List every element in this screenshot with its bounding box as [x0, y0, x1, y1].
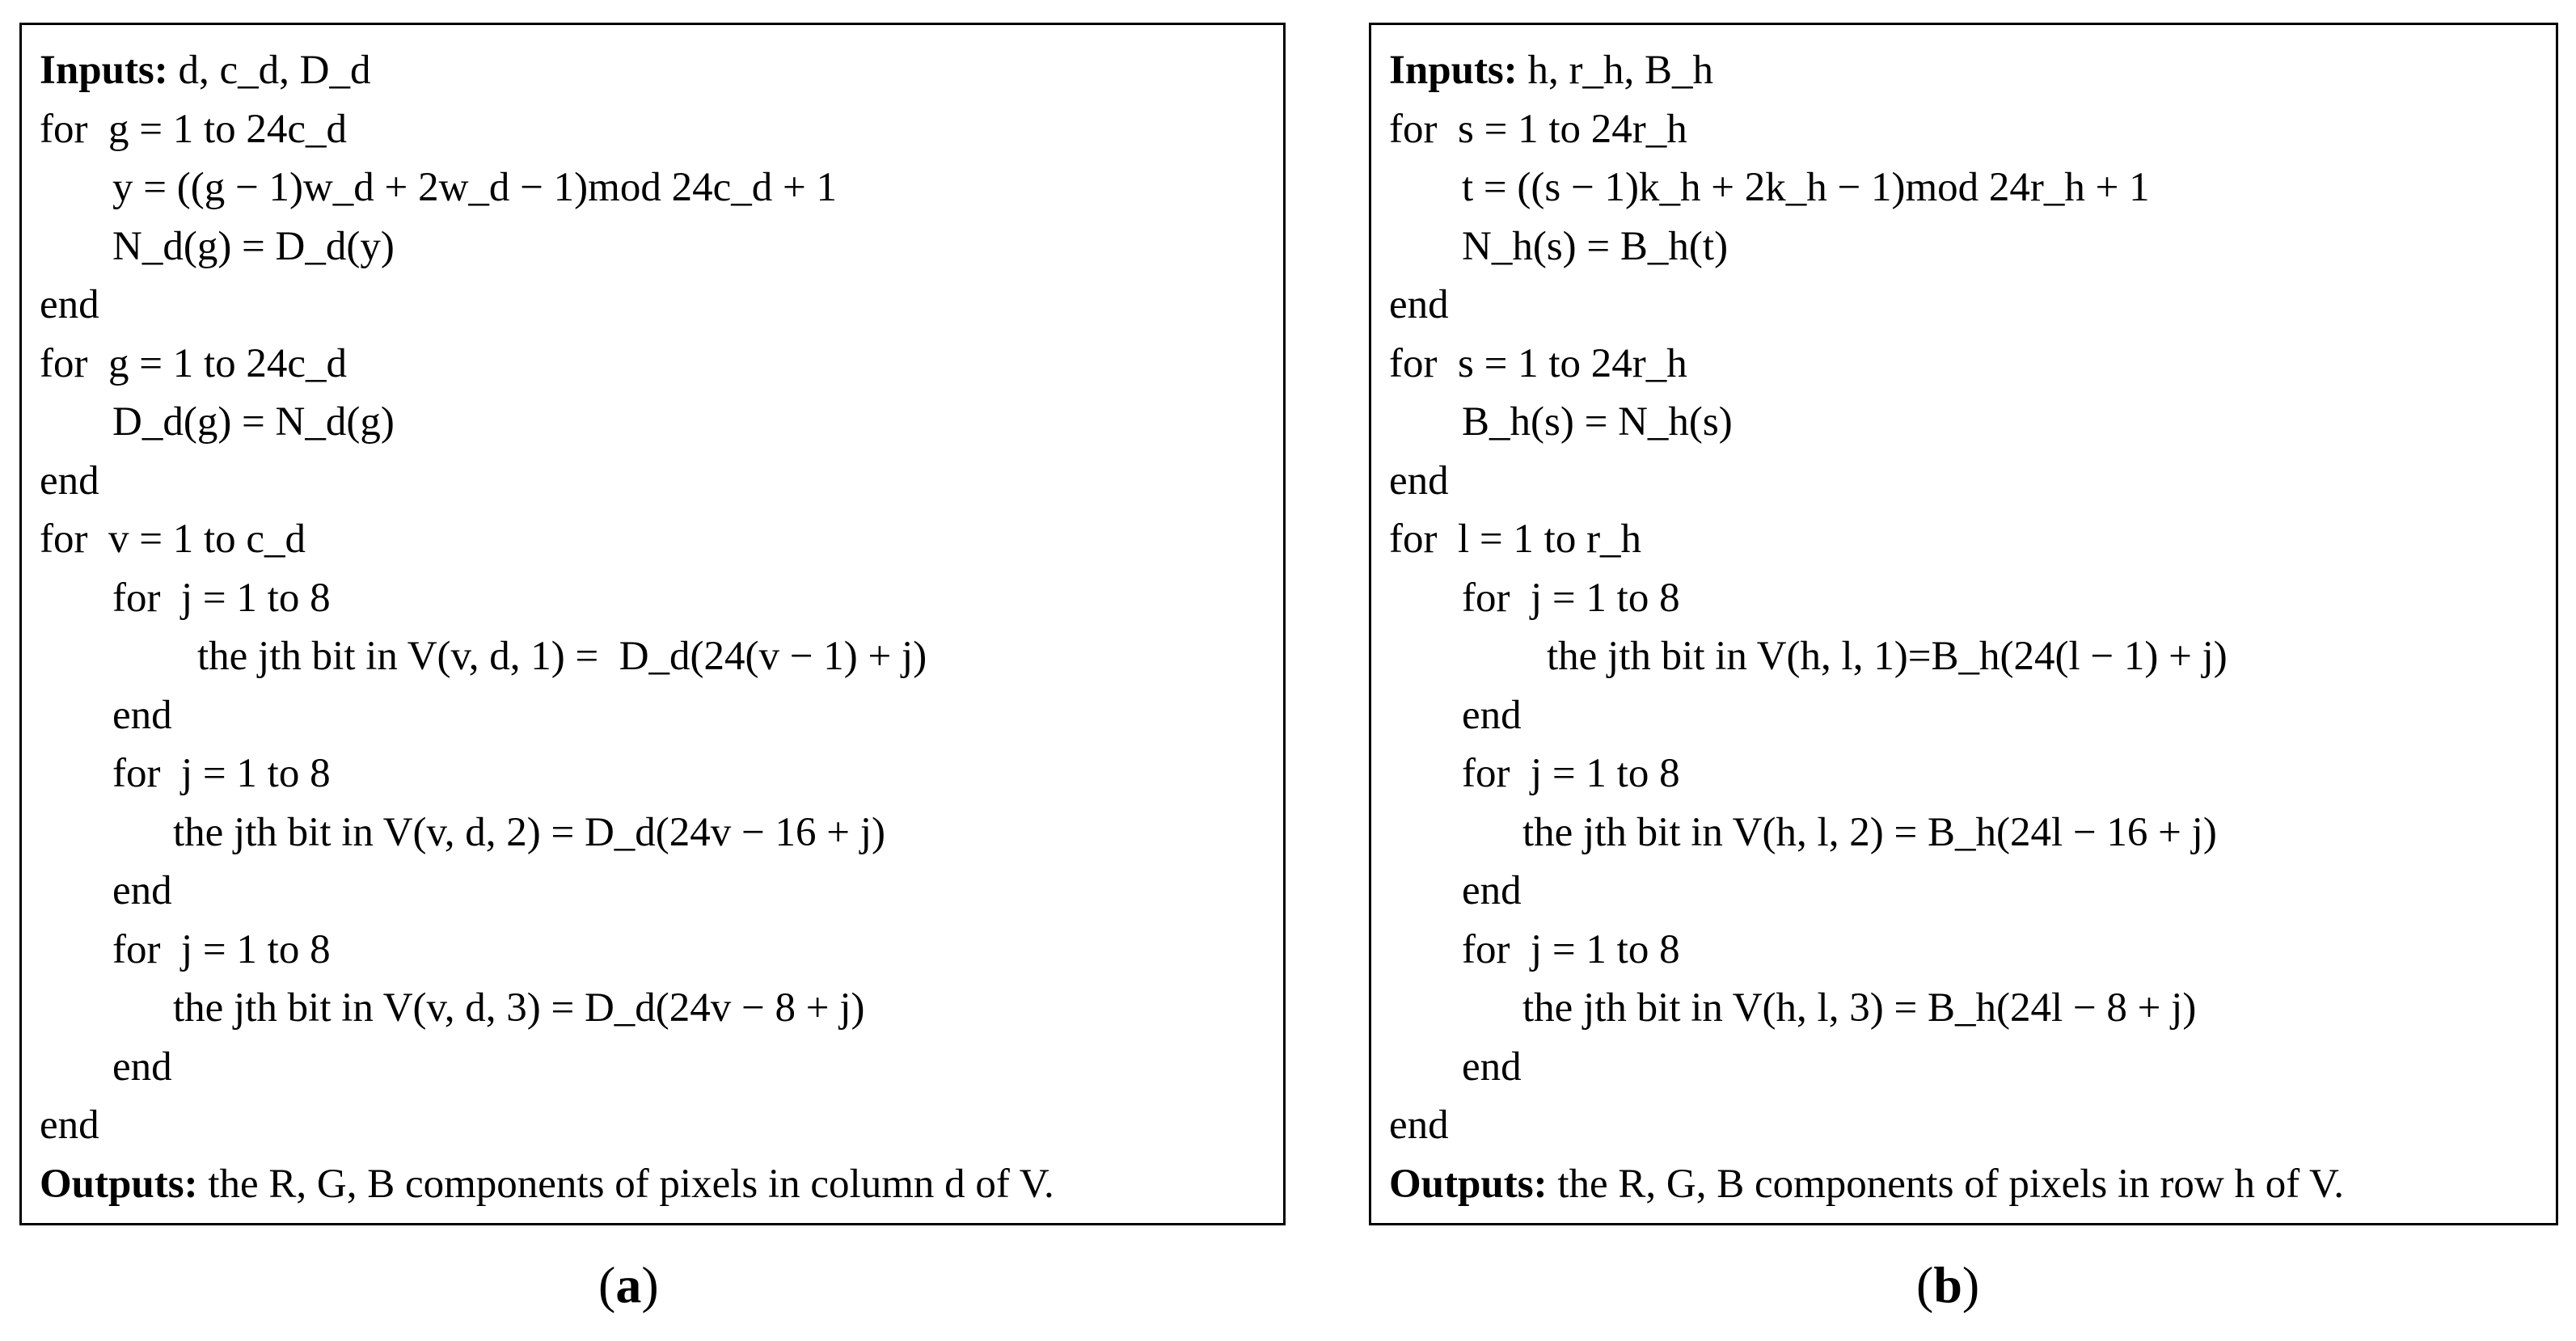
algorithm-text: the R, G, B components of pixels in row h of V. — [1547, 1161, 2345, 1207]
algorithm-text: for j = 1 to 8 — [1462, 575, 1680, 621]
algorithm-line — [1389, 393, 2548, 452]
algorithm-line — [1389, 335, 2548, 394]
caption-b: (b) — [1916, 1256, 1980, 1314]
algorithm-line — [1389, 100, 2548, 159]
algorithm-line — [40, 1038, 1275, 1097]
algorithm-line — [40, 393, 1275, 452]
algorithm-lines-a — [40, 41, 1275, 1213]
algorithm-line — [40, 803, 1275, 862]
algorithm-lines-b — [1389, 41, 2548, 1213]
algorithm-line — [1389, 217, 2548, 276]
algorithm-text: for j = 1 to 8 — [112, 751, 331, 796]
algorithm-text: for s = 1 to 24r_h — [1389, 106, 1687, 152]
algorithm-line — [40, 276, 1275, 335]
algorithm-text: for j = 1 to 8 — [1462, 926, 1680, 972]
algorithm-line — [1389, 276, 2548, 335]
algorithm-text: the jth bit in V(v, d, 2) = D_d(24v − 16 + j) — [173, 809, 885, 855]
algorithm-text: end — [112, 868, 172, 913]
algorithm-line — [40, 862, 1275, 921]
algorithm-text: for v = 1 to c_d — [40, 517, 306, 562]
algorithm-line — [1389, 979, 2548, 1038]
algorithm-text: end — [1462, 1044, 1522, 1090]
algorithm-text: for j = 1 to 8 — [112, 926, 331, 972]
algorithm-line — [40, 100, 1275, 159]
algorithm-line — [1389, 862, 2548, 921]
algorithm-text: end — [112, 692, 172, 738]
algorithm-box-b — [1369, 23, 2558, 1225]
algorithm-line — [1389, 921, 2548, 980]
algorithm-text: D_d(g) = N_d(g) — [112, 399, 395, 445]
algorithm-text: d, c_d, D_d — [167, 48, 371, 93]
algorithm-text: the R, G, B components of pixels in column d of V. — [197, 1161, 1054, 1207]
algorithm-line — [40, 335, 1275, 394]
algorithm-text: B_h(s) = N_h(s) — [1462, 399, 1733, 445]
algorithm-line — [1389, 686, 2548, 745]
keyword: Outputs: — [40, 1161, 198, 1207]
algorithm-line — [40, 452, 1275, 511]
algorithm-line — [1389, 158, 2548, 217]
keyword: Inputs: — [40, 48, 168, 93]
algorithm-text: end — [112, 1044, 172, 1090]
algorithm-line — [40, 41, 1275, 100]
algorithm-text: t = ((s − 1)k_h + 2k_h − 1)mod 24r_h + 1 — [1462, 165, 2150, 210]
algorithm-line — [1389, 1096, 2548, 1155]
algorithm-line — [40, 1096, 1275, 1155]
keyword: Outputs: — [1389, 1161, 1548, 1207]
algorithm-text: the jth bit in V(v, d, 1) = D_d(24(v − 1) + j) — [197, 634, 927, 679]
algorithm-text: for g = 1 to 24c_d — [40, 340, 348, 386]
algorithm-line — [1389, 41, 2548, 100]
algorithm-line — [40, 627, 1275, 686]
algorithm-text: end — [1389, 1103, 1449, 1148]
algorithm-line — [1389, 803, 2548, 862]
algorithm-text: end — [1462, 868, 1522, 913]
algorithm-line — [40, 921, 1275, 980]
caption-a: (a) — [598, 1256, 659, 1314]
algorithm-text: for g = 1 to 24c_d — [40, 106, 348, 152]
algorithm-text: end — [1389, 458, 1449, 504]
algorithm-text: the jth bit in V(h, l, 3) = B_h(24l − 8 + j) — [1522, 985, 2197, 1031]
algorithm-text: end — [1462, 692, 1522, 738]
algorithm-text: end — [40, 282, 99, 327]
algorithm-text: the jth bit in V(h, l, 1)=B_h(24(l − 1) + j) — [1547, 634, 2228, 679]
algorithm-box-a — [19, 23, 1286, 1225]
algorithm-line — [1389, 627, 2548, 686]
algorithm-text: N_d(g) = D_d(y) — [112, 223, 395, 269]
algorithm-line — [40, 979, 1275, 1038]
algorithm-text: for j = 1 to 8 — [1462, 751, 1680, 796]
algorithm-text: end — [1389, 282, 1449, 327]
algorithm-text: for l = 1 to r_h — [1389, 517, 1642, 562]
algorithm-line — [1389, 452, 2548, 511]
algorithm-line — [40, 510, 1275, 569]
algorithm-line — [40, 217, 1275, 276]
algorithm-text: h, r_h, B_h — [1517, 48, 1714, 93]
algorithm-text: y = ((g − 1)w_d + 2w_d − 1)mod 24c_d + 1 — [112, 165, 837, 210]
algorithm-line — [1389, 1038, 2548, 1097]
keyword: Inputs: — [1389, 48, 1518, 93]
algorithm-text: N_h(s) = B_h(t) — [1462, 223, 1729, 269]
algorithm-line — [1389, 569, 2548, 628]
algorithm-text: end — [40, 458, 99, 504]
algorithm-line — [1389, 744, 2548, 803]
algorithm-text: the jth bit in V(v, d, 3) = D_d(24v − 8 + j) — [173, 985, 865, 1031]
algorithm-text: the jth bit in V(h, l, 2) = B_h(24l − 16 + j) — [1522, 809, 2217, 855]
algorithm-text: end — [40, 1103, 99, 1148]
algorithm-line — [40, 744, 1275, 803]
algorithm-line — [40, 569, 1275, 628]
algorithm-text: for s = 1 to 24r_h — [1389, 340, 1687, 386]
algorithm-line — [40, 158, 1275, 217]
algorithm-text: for j = 1 to 8 — [112, 575, 331, 621]
algorithm-line — [1389, 1155, 2548, 1214]
algorithm-line — [1389, 510, 2548, 569]
algorithm-line — [40, 686, 1275, 745]
algorithm-line — [40, 1155, 1275, 1214]
